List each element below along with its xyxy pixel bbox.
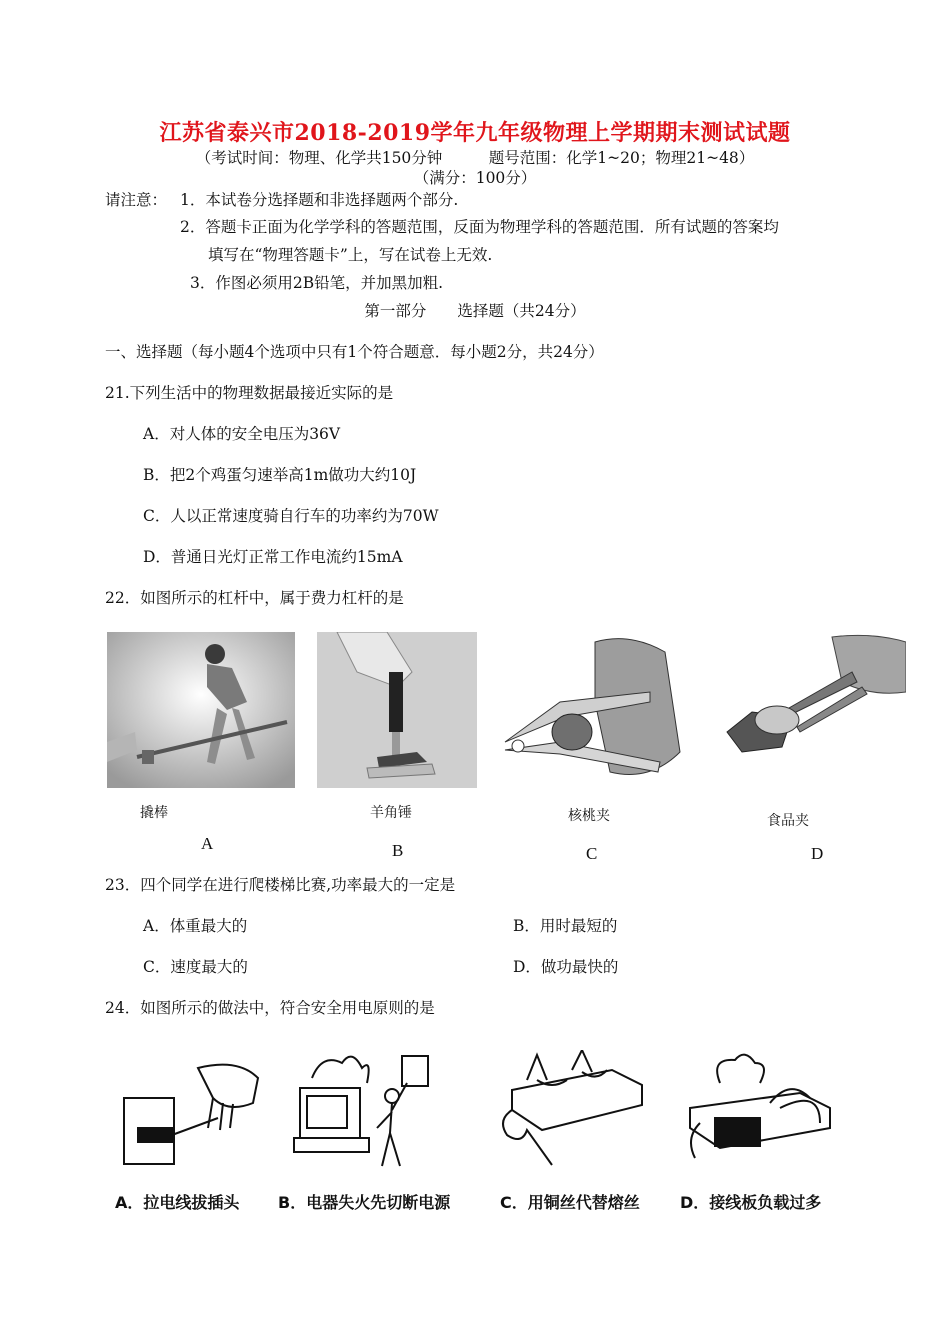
q23-stem: 23．四个同学在进行爬楼梯比赛,功率最大的一定是 bbox=[105, 876, 456, 894]
q24-caption-a: A．拉电线拔插头 bbox=[115, 1193, 240, 1212]
q22-caption-a: 撬棒 bbox=[140, 805, 168, 821]
q21-option-a: A．对人体的安全电压为36V bbox=[143, 425, 341, 443]
q22-caption-c: 核桃夹 bbox=[568, 808, 610, 824]
q21-option-b: B．把2个鸡蛋匀速举高1m做功大约10J bbox=[143, 466, 417, 484]
q21-stem: 21.下列生活中的物理数据最接近实际的是 bbox=[105, 384, 394, 402]
q22-figure-crowbar bbox=[107, 632, 295, 788]
q22-caption-d: 食品夹 bbox=[767, 813, 809, 829]
q22-letter-a: A bbox=[201, 834, 214, 853]
q22-letter-b: B bbox=[392, 841, 404, 860]
q23-option-d: D．做功最快的 bbox=[513, 958, 619, 976]
q23-option-b: B．用时最短的 bbox=[513, 917, 618, 935]
section-one-heading: 一、选择题（每小题4个选项中只有1个符合题意．每小题2分，共24分） bbox=[105, 343, 604, 361]
q22-figure-food-tongs bbox=[722, 632, 906, 762]
notice-2: 2．答题卡正面为化学学科的答题范围，反面为物理学科的答题范围．所有试题的答案均 bbox=[180, 218, 779, 236]
q22-letter-d: D bbox=[811, 844, 824, 863]
q21-option-c: C．人以正常速度骑自行车的功率约为70W bbox=[143, 507, 439, 525]
q24-caption-c: C．用铜丝代替熔丝 bbox=[500, 1193, 640, 1212]
q22-caption-b: 羊角锤 bbox=[370, 805, 412, 821]
q24-figure-fire-cut-power bbox=[292, 1048, 452, 1170]
q22-stem: 22．如图所示的杠杆中，属于费力杠杆的是 bbox=[105, 589, 404, 607]
q23-option-c: C．速度最大的 bbox=[143, 958, 248, 976]
q22-figure-nutcracker bbox=[500, 632, 690, 788]
q24-figure-copper-fuse bbox=[492, 1050, 647, 1170]
page-title: 江苏省泰兴市2018-2019学年九年级物理上学期期末测试试题 bbox=[159, 120, 791, 146]
notice-label: 请注意： bbox=[105, 191, 168, 209]
q21-option-d: D．普通日光灯正常工作电流约15mA bbox=[143, 548, 403, 566]
q22-letter-c: C bbox=[586, 844, 598, 863]
q24-caption-b: B．电器失火先切断电源 bbox=[278, 1193, 451, 1212]
notice-2-cont: 填写在“物理答题卡”上，写在试卷上无效. bbox=[208, 246, 493, 264]
part-one-heading: 第一部分 选择题（共24分） bbox=[364, 302, 586, 320]
q23-option-a: A．体重最大的 bbox=[143, 917, 248, 935]
q24-caption-d: D．接线板负载过多 bbox=[680, 1193, 822, 1212]
q24-figure-overloaded-strip bbox=[680, 1048, 840, 1170]
notice-3: 3．作图必须用2B铅笔，并加黑加粗. bbox=[190, 274, 444, 292]
q24-figure-pull-wire bbox=[118, 1058, 268, 1170]
exam-info-score: （满分：100分） bbox=[413, 169, 537, 187]
q24-stem: 24．如图所示的做法中，符合安全用电原则的是 bbox=[105, 999, 435, 1017]
q22-figure-claw-hammer bbox=[317, 632, 477, 788]
exam-info-time: （考试时间：物理、化学共150分钟 题号范围：化学1~20；物理21~48） bbox=[195, 149, 755, 167]
notice-1: 1．本试卷分选择题和非选择题两个部分. bbox=[180, 191, 459, 209]
